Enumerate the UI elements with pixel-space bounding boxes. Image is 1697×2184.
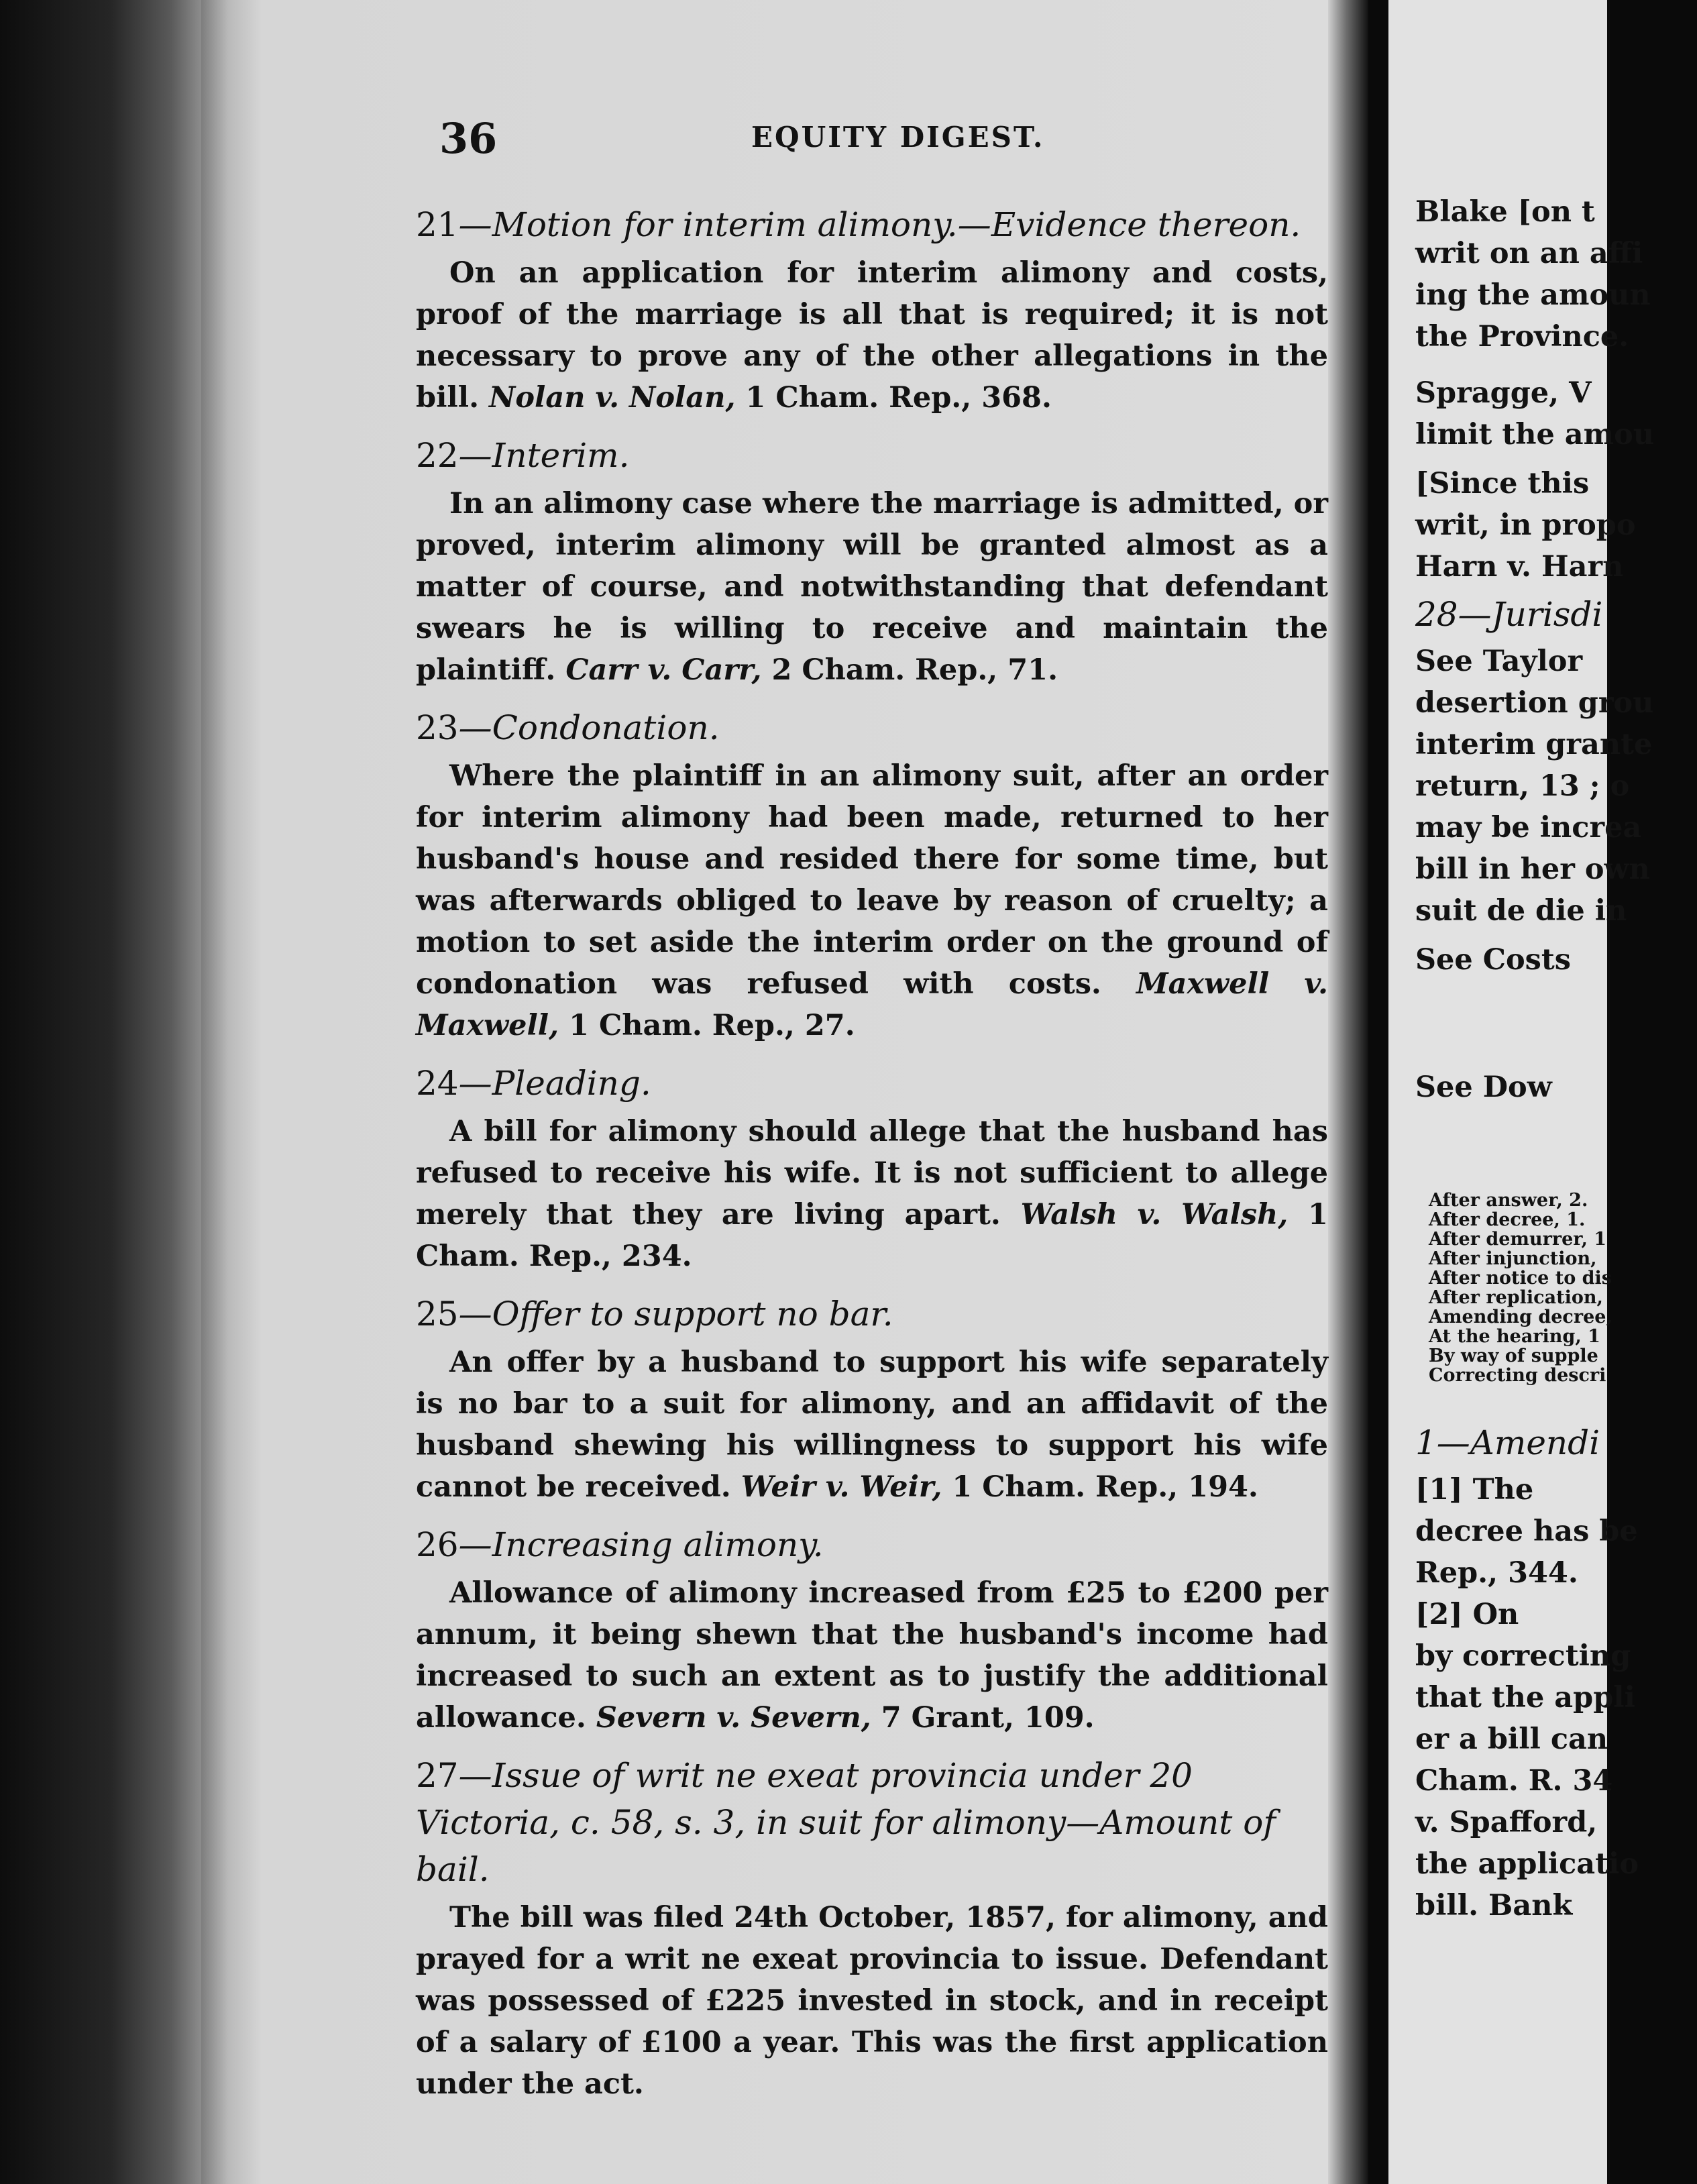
right-line: [2] On: [1415, 1598, 1519, 1631]
right-line: [1] The: [1415, 1473, 1534, 1507]
entry-heading: [416, 1521, 1328, 1568]
right-line: decree has be: [1415, 1515, 1638, 1548]
right-line: may be increa: [1415, 811, 1642, 844]
entry-text: The bill was filed 24th October, 1857, for alimony, and prayed for a writ ne exeat provincia to issue. Defendant was possessed of £225 invested in stock, and in receipt of a salary of £100 a year. This was the first application under the act.: [416, 1901, 1328, 2101]
book-edge-shadow: [0, 0, 201, 2184]
digest-column: [416, 188, 1328, 2110]
entry-title: —Motion for interim alimony.—Evidence thereon.: [458, 205, 1301, 244]
entry-number: 21: [416, 205, 459, 244]
right-line: ing the amoun: [1415, 278, 1651, 312]
index-line: By way of supple: [1429, 1346, 1598, 1366]
right-line: See Taylor: [1415, 645, 1583, 678]
entry-heading: [416, 704, 1328, 751]
entry-text: In an alimony case where the marriage is admitted, or proved, interim alimony will be granted almost as a matter of course, and notwithstanding that defendant swears he is willing to receive and maintain the plaintiff.: [416, 487, 1328, 687]
right-line: return, 13 ; o: [1415, 769, 1630, 803]
case-reference: 2 Cham. Rep., 71.: [771, 653, 1058, 687]
index-line: After demurrer, 1: [1429, 1229, 1607, 1250]
right-line: suit de die in: [1415, 894, 1627, 928]
right-block-a: [1415, 191, 1684, 358]
case-name: Weir v. Weir,: [741, 1470, 942, 1504]
entry-text: A bill for alimony should allege that the husband has refused to receive his wife. It is not sufficient to allege merely that they are living apart.: [416, 1115, 1328, 1232]
index-line: Correcting descri: [1429, 1365, 1606, 1386]
index-line: At the hearing, 1: [1429, 1326, 1600, 1347]
running-head: EQUITY DIGEST.: [751, 121, 1045, 154]
entry-heading: [416, 1291, 1328, 1337]
entry: [416, 432, 1328, 691]
right-line: bill. Bank: [1415, 1889, 1573, 1922]
entry-number: 22: [416, 436, 459, 475]
entry-title: —Increasing alimony.: [458, 1525, 824, 1564]
right-line: v. Spafford,: [1415, 1806, 1598, 1839]
index-line: After injunction,: [1429, 1248, 1597, 1269]
right-line: Blake [on t: [1415, 195, 1595, 229]
entry-number: 24: [416, 1064, 459, 1103]
entry: [416, 1752, 1328, 2105]
right-line: that the appli: [1415, 1681, 1635, 1714]
right-block-e: [1415, 1469, 1684, 1926]
case-reference: 7 Grant, 109.: [881, 1701, 1095, 1735]
right-line: Spragge, V: [1415, 376, 1592, 410]
case-name: Nolan v. Nolan,: [489, 381, 736, 415]
entry-title: —Offer to support no bar.: [458, 1295, 893, 1333]
right-line: by correcting: [1415, 1639, 1631, 1673]
entry-text: An offer by a husband to support his wife separately is no bar to a suit for alimony, and an affidavit of the husband shewing his willingness to support his wife cannot be received.: [416, 1346, 1328, 1504]
case-reference: 1 Cham. Rep., 368.: [745, 381, 1052, 415]
right-line: Cham. R. 34: [1415, 1764, 1613, 1798]
index-line: After decree, 1.: [1429, 1209, 1586, 1230]
entry-text: Allowance of alimony increased from £25 to £200 per annum, it being shewn that the husband's income had increased to such an extent as to justify the additional allowance.: [416, 1576, 1328, 1735]
case-name: Carr v. Carr,: [565, 653, 762, 687]
entry-number: 27: [416, 1756, 459, 1795]
entry-body: [416, 1342, 1328, 1508]
case-reference: 1 Cham. Rep., 27.: [569, 1009, 855, 1042]
case-name: Severn v. Severn,: [596, 1701, 871, 1735]
entry-heading: [416, 1060, 1328, 1107]
index-line: After answer, 2.: [1429, 1190, 1588, 1211]
entry-title: —Interim.: [458, 436, 630, 475]
entry-body: [416, 1572, 1328, 1739]
entry-title: —Condonation.: [458, 708, 720, 747]
entry-body: [416, 755, 1328, 1046]
right-line: limit the amou: [1415, 418, 1655, 451]
right-line: Rep., 344.: [1415, 1556, 1578, 1590]
right-heading-1: 1—Amendi: [1415, 1423, 1600, 1462]
right-block-b: [1415, 372, 1684, 455]
right-line: writ, in propo: [1415, 508, 1636, 542]
entry: [416, 1291, 1328, 1508]
entry-text: On an application for interim alimony and costs, proof of the marriage is all that is required; it is not necessary to prove any of the other allegations in the bill.: [416, 256, 1328, 415]
entry: [416, 1060, 1328, 1277]
case-name: Walsh v. Walsh,: [1020, 1198, 1289, 1232]
see-costs: See Costs: [1415, 943, 1571, 977]
entry-title: —Pleading.: [458, 1064, 651, 1103]
entry-number: 23: [416, 708, 459, 747]
right-line: writ on an affi: [1415, 237, 1643, 270]
see-dow: See Dow: [1415, 1071, 1552, 1104]
right-line: the Province.: [1415, 320, 1629, 353]
right-line: [Since this: [1415, 467, 1590, 500]
entry: [416, 704, 1328, 1046]
right-line: the applicatio: [1415, 1847, 1639, 1881]
entry-body: [416, 252, 1328, 419]
right-block-c: [1415, 463, 1684, 588]
entry: [416, 1521, 1328, 1739]
right-page-fragment: [1388, 0, 1655, 2184]
index-line: After replication,: [1429, 1287, 1603, 1308]
right-heading-28: 28—Jurisdi: [1415, 595, 1603, 634]
index-line: Amending decree,: [1429, 1307, 1612, 1327]
page-gutter: [1328, 0, 1368, 2184]
entry-number: 26: [416, 1525, 459, 1564]
right-line: bill in her own: [1415, 853, 1650, 886]
right-line: interim grante: [1415, 728, 1653, 761]
entry-body: [416, 483, 1328, 691]
entry-heading: [416, 432, 1328, 479]
entry-number: 25: [416, 1295, 459, 1333]
entry-heading: [416, 1752, 1328, 1893]
entry-title: —Issue of writ ne exeat provincia under 20 Victoria, c. 58, s. 3, in suit for alimony—Amount of bail.: [416, 1756, 1276, 1889]
right-line: er a bill can: [1415, 1723, 1608, 1756]
entry-body: [416, 1111, 1328, 1277]
case-reference: 1 Cham. Rep., 194.: [952, 1470, 1258, 1504]
right-block-d: [1415, 641, 1684, 932]
case-name: Maxwell v. Maxwell,: [416, 967, 1328, 1042]
right-line: desertion grou: [1415, 686, 1654, 720]
entry-heading: [416, 201, 1328, 248]
case-reference: 1 Cham. Rep., 234.: [416, 1198, 1328, 1273]
entry-body: [416, 1897, 1328, 2105]
right-index-list: [1429, 1191, 1697, 1385]
index-line: After notice to dis: [1429, 1268, 1612, 1289]
right-line: Harn v. Harn: [1415, 550, 1624, 584]
page-number: 36: [439, 114, 498, 163]
entry: [416, 201, 1328, 419]
entry-text: Where the plaintiff in an alimony suit, after an order for interim alimony had been made, returned to her husband's house and resided there for some time, but was afterwards obliged to leave by reason of cruelty; a motion to set aside the interim order on the ground of condonation was refused with costs.: [416, 759, 1328, 1001]
